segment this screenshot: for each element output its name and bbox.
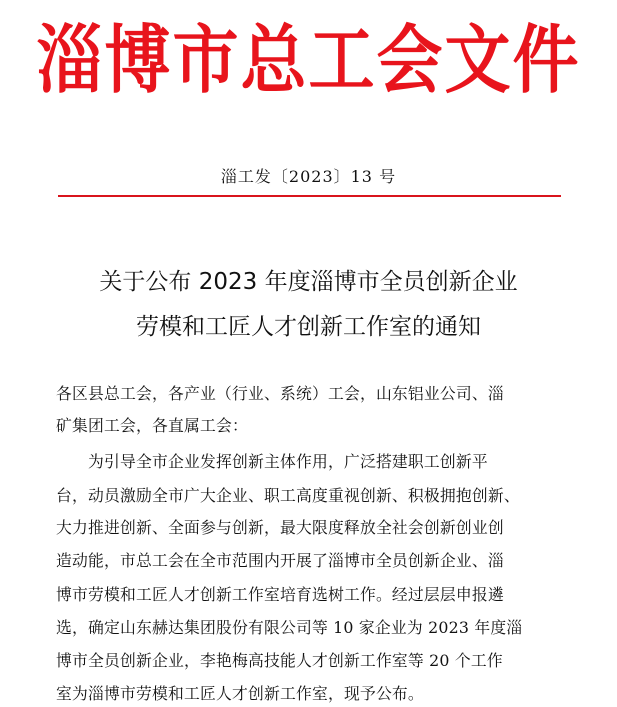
body-line: 矿集团工会，各直属工会： (56, 416, 248, 435)
body-line: 台，动员激励全市广大企业、职工高度重视创新、积极拥抱创新、 (56, 486, 520, 505)
header-title: 淄博市总工会文件 (36, 17, 581, 104)
document-title-line-1: 关于公布 2023 年度淄博市全员创新企业 (99, 269, 518, 295)
body-line: 室为淄博市劳模和工匠人才创新工作室，现予公布。 (56, 684, 424, 703)
body-line: 为引导全市企业发挥创新主体作用，广泛搭建职工创新平 (56, 452, 488, 471)
body-line: 博市劳模和工匠人才创新工作室培育选树工作。经过层层申报遴 (56, 585, 504, 604)
document-title-line-2: 劳模和工匠人才创新工作室的通知 (136, 314, 481, 340)
body-line: 选，确定山东赫达集团股份有限公司等 10 家企业为 2023 年度淄 (56, 618, 523, 637)
body-line: 造动能，市总工会在全市范围内开展了淄博市全员创新企业、淄 (56, 551, 504, 570)
body-line: 各区县总工会，各产业（行业、系统）工会，山东铝业公司、淄 (56, 384, 504, 403)
red-divider-line (58, 195, 561, 197)
body-line: 大力推进创新、全面参与创新，最大限度释放全社会创新创业创 (56, 518, 504, 537)
document-number: 淄工发〔2023〕13 号 (220, 167, 397, 186)
body-line: 博市全员创新企业，李艳梅高技能人才创新工作室等 20 个工作 (56, 651, 503, 670)
